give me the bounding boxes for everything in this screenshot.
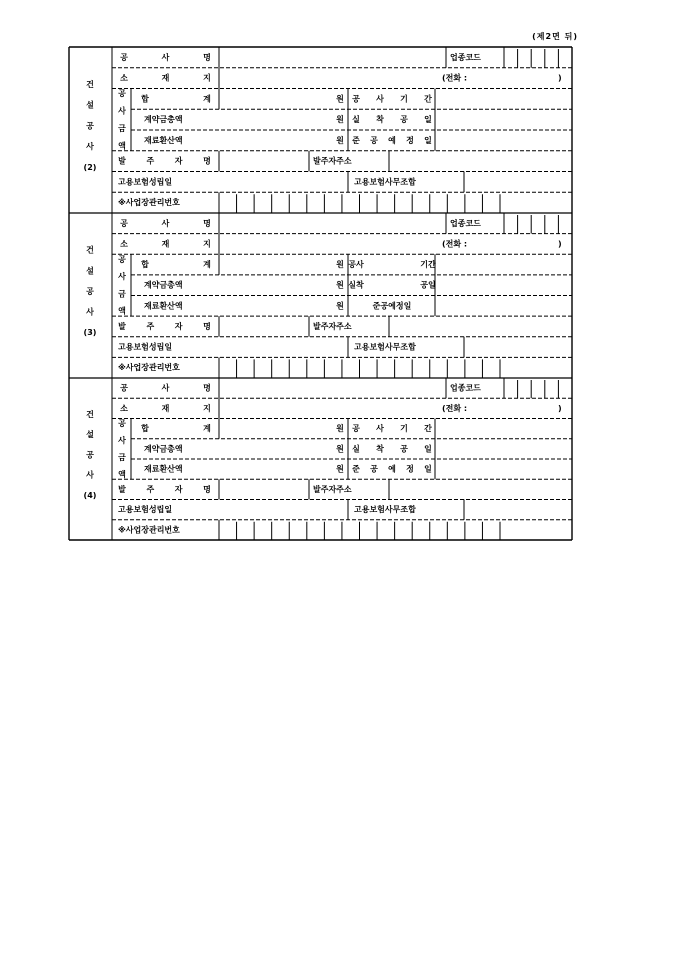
page-note: (제2면 뒤) (532, 32, 578, 41)
location-label: 재 (161, 239, 170, 249)
period-label: 공 (352, 424, 360, 434)
start-date-label: 실 (352, 115, 360, 125)
location-label: 소 (120, 239, 128, 249)
contract-amount-label: 계약금총액 (144, 444, 183, 454)
start-date-label: 공 (400, 444, 408, 454)
phone-close: ) (558, 73, 562, 83)
period-label: 간 (424, 94, 432, 104)
project-name-label: 명 (203, 218, 211, 228)
insurance-union-label: 고용보험사무조합 (354, 177, 416, 187)
start-date-label: 공 (400, 115, 408, 125)
section-label: 사 (86, 470, 94, 480)
section-number: (4) (83, 490, 97, 500)
client-address-label: 발주자주소 (313, 156, 352, 166)
start-date-label: 실 (352, 444, 360, 454)
won-unit: 원 (336, 94, 344, 104)
total-label: 합 (141, 94, 149, 104)
client-address-label: 발주자주소 (313, 321, 352, 331)
client-name-label: 명 (203, 156, 211, 166)
site-number-label: ※사업장관리번호 (118, 363, 180, 373)
industry-code-label: 업종코드 (450, 383, 481, 393)
won-unit: 원 (336, 115, 344, 125)
total-label: 계 (203, 424, 211, 434)
cost-vertical-label: 액 (118, 469, 126, 479)
client-address-label: 발주자주소 (313, 484, 352, 494)
won-unit: 원 (336, 260, 344, 270)
insurance-union-label: 고용보험사무조합 (354, 505, 416, 515)
section-label: 공 (86, 286, 94, 296)
section-number: (2) (83, 162, 97, 172)
period-label: 기 (400, 424, 408, 434)
project-name-label: 사 (161, 52, 170, 62)
material-amount-label: 재료환산액 (144, 464, 183, 474)
total-label: 합 (141, 260, 149, 270)
phone-close: ) (558, 239, 562, 249)
cost-vertical-label: 사 (118, 435, 126, 445)
start-date-label: 일 (424, 444, 432, 454)
section-label: 사 (86, 142, 94, 152)
cost-vertical-label: 액 (118, 141, 126, 151)
section-label: 공 (86, 121, 94, 131)
cost-vertical-label: 공 (118, 89, 126, 98)
section-label: 건 (86, 245, 94, 255)
client-name-label: 주 (146, 321, 155, 331)
section-label: 설 (86, 266, 94, 276)
insurance-date-label: 고용보험성립일 (118, 505, 173, 515)
industry-code-label: 업종코드 (450, 218, 481, 228)
period-label: 공 (352, 94, 360, 104)
client-name-label: 발 (118, 156, 126, 166)
contract-amount-label: 계약금총액 (144, 280, 183, 290)
site-number-label: ※사업장관리번호 (118, 525, 180, 535)
period-label: 사 (376, 94, 384, 104)
phone-label: (전화 : (442, 403, 468, 413)
phone-label: (전화 : (442, 239, 468, 249)
completion-date-label: 정 (406, 135, 414, 145)
completion-date-label: 일 (424, 135, 432, 145)
completion-date-label: 예 (388, 135, 396, 145)
start-date-label: 실착 (348, 280, 364, 290)
completion-date-label: 준공예정일 (372, 301, 412, 311)
won-unit: 원 (336, 280, 344, 290)
project-name-label: 사 (161, 383, 170, 393)
completion-date-label: 공 (370, 135, 378, 145)
material-amount-label: 재료환산액 (144, 301, 183, 311)
client-name-label: 주 (146, 484, 155, 494)
completion-date-label: 공 (370, 464, 378, 474)
location-label: 재 (161, 73, 170, 83)
cost-vertical-label: 공 (118, 254, 126, 264)
project-name-label: 공 (120, 218, 128, 228)
cost-vertical-label: 사 (118, 106, 126, 116)
completion-date-label: 예 (388, 464, 396, 474)
cost-vertical-label: 금 (118, 123, 126, 133)
client-name-label: 자 (174, 484, 183, 494)
project-name-label: 공 (120, 383, 128, 393)
project-name-label: 공 (120, 52, 128, 62)
won-unit: 원 (336, 444, 344, 454)
completion-date-label: 일 (424, 464, 432, 474)
section-label: 공 (86, 450, 94, 460)
cost-vertical-label: 금 (118, 289, 126, 299)
section-label: 사 (86, 307, 94, 317)
period-label: 사 (376, 424, 384, 434)
location-label: 재 (161, 403, 170, 413)
location-label: 소 (120, 73, 128, 83)
location-label: 소 (120, 403, 128, 413)
section-number: (3) (83, 328, 97, 338)
won-unit: 원 (336, 424, 344, 434)
section-label: 건 (86, 409, 94, 419)
section-label: 설 (86, 430, 94, 440)
total-label: 계 (203, 260, 211, 270)
client-name-label: 명 (203, 321, 211, 331)
client-name-label: 명 (203, 484, 211, 494)
won-unit: 원 (336, 135, 344, 145)
total-label: 계 (203, 94, 211, 104)
location-label: 지 (203, 403, 211, 413)
site-number-label: ※사업장관리번호 (118, 198, 180, 208)
contract-amount-label: 계약금총액 (144, 115, 183, 125)
client-name-label: 자 (174, 156, 183, 166)
won-unit: 원 (336, 301, 344, 311)
insurance-date-label: 고용보험성립일 (118, 342, 173, 352)
cost-vertical-label: 금 (118, 452, 126, 462)
period-label: 기 (400, 94, 408, 104)
insurance-union-label: 고용보험사무조합 (354, 342, 416, 352)
client-name-label: 발 (118, 484, 126, 494)
phone-close: ) (558, 403, 562, 413)
project-name-label: 사 (161, 218, 170, 228)
start-date-label: 공일 (420, 280, 436, 290)
period-label: 공사 (348, 260, 364, 270)
completion-date-label: 준 (352, 464, 360, 474)
location-label: 지 (203, 239, 211, 249)
material-amount-label: 재료환산액 (144, 135, 183, 145)
start-date-label: 착 (376, 115, 384, 125)
client-name-label: 자 (174, 321, 183, 331)
start-date-label: 착 (376, 444, 384, 454)
cost-vertical-label: 액 (118, 306, 126, 316)
phone-label: (전화 : (442, 73, 468, 83)
won-unit: 원 (336, 464, 344, 474)
period-label: 기간 (420, 260, 436, 270)
section-label: 건 (86, 79, 94, 89)
cost-vertical-label: 사 (118, 272, 126, 282)
total-label: 합 (141, 424, 149, 434)
client-name-label: 발 (118, 321, 126, 331)
completion-date-label: 정 (406, 464, 414, 474)
client-name-label: 주 (146, 156, 155, 166)
location-label: 지 (203, 73, 211, 83)
section-label: 설 (86, 100, 94, 110)
industry-code-label: 업종코드 (450, 52, 481, 62)
project-name-label: 명 (203, 52, 211, 62)
completion-date-label: 준 (352, 135, 360, 145)
cost-vertical-label: 공 (118, 419, 126, 428)
start-date-label: 일 (424, 115, 432, 125)
insurance-date-label: 고용보험성립일 (118, 177, 173, 187)
project-name-label: 명 (203, 383, 211, 393)
period-label: 간 (424, 424, 432, 434)
